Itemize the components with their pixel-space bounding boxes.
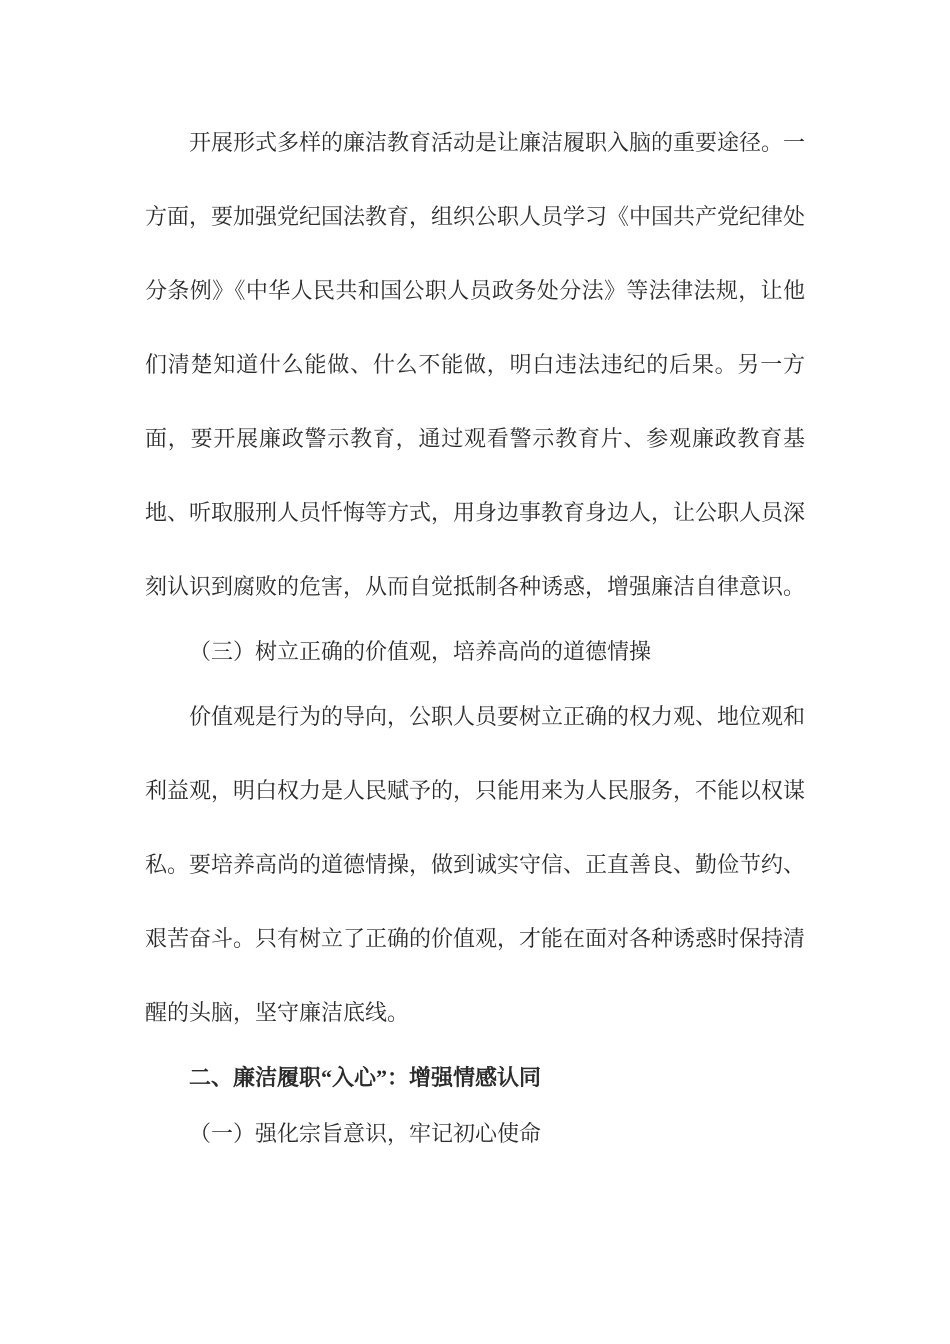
subheading-three-values: （三）树立正确的价值观，培养高尚的道德情操 — [189, 639, 652, 664]
body-paragraph-values: 价值观是行为的导向，公职人员要树立正确的权力观、地位观和利益观，明白权力是人民赋予的，只能用来为人民服务，不能以权谋私。要培养高尚的道德情操，做到诚实守信、正直善良、勤俭节约、艰苦奋斗。只有树立了正确的价值观，才能在面对各种诱惑时保持清醒的头脑，坚守廉洁底线。 — [145, 704, 806, 1025]
body-paragraph-education-activities: 开展形式多样的廉洁教育活动是让廉洁履职入脑的重要途径。一方面，要加强党纪国法教育，组织公职人员学习《中国共产党纪律处分条例》《中华人民共和国公职人员政务处分法》等法律法规，让他们清楚知道什么能做、什么不能做，明白违法违纪的后果。另一方面，要开展廉政警示教育，通过观看警示教育片、参观廉政教育基地、听取服刑人员忏悔等方式，用身边事教育身边人，让公职人员深刻认识到腐败的危害，从而自觉抵制各种诱惑，增强廉洁自律意识。 — [145, 130, 806, 599]
section-heading-two-ruxin: 二、廉洁履职“入心”：增强情感认同 — [189, 1065, 542, 1090]
subheading-one-purpose: （一）强化宗旨意识，牢记初心使命 — [189, 1121, 542, 1146]
